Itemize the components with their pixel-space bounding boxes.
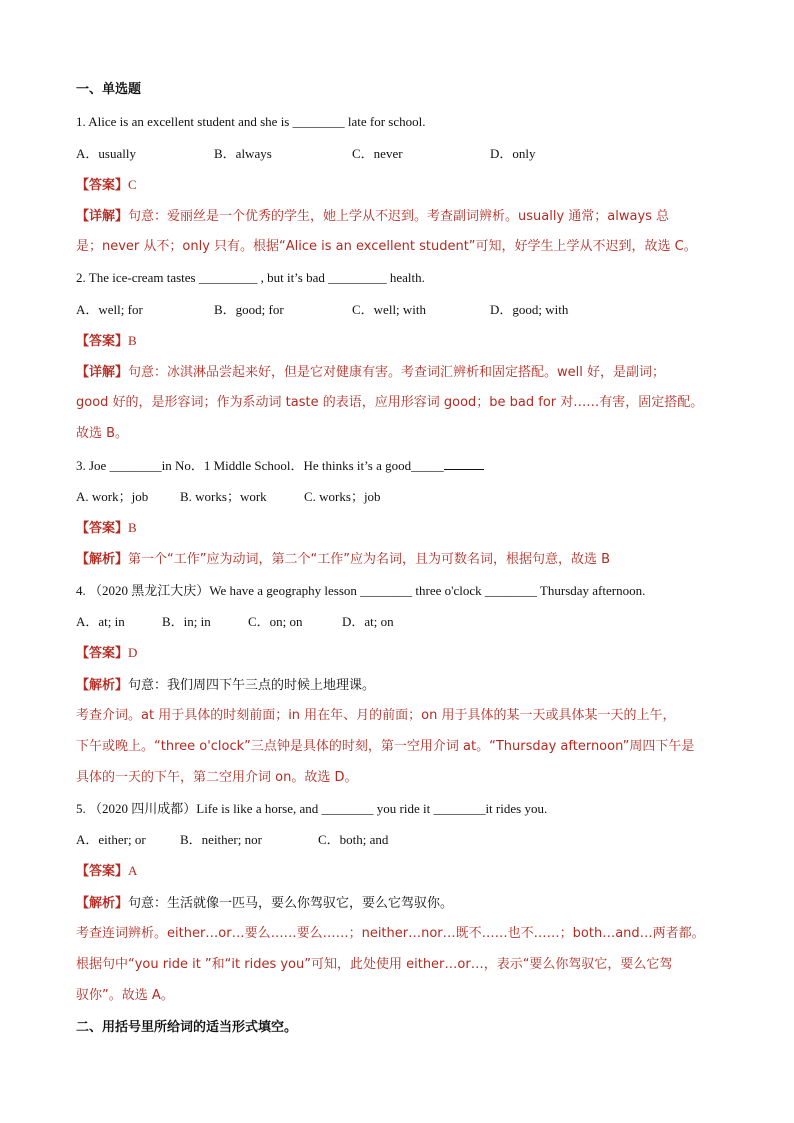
question-1-stem: 1. Alice is an excellent student and she is ________ late for school. <box>76 114 426 129</box>
explanation-tag: 【解析】 <box>76 678 129 693</box>
q2-option-b: B．good; for <box>214 302 284 317</box>
question-3-answer <box>76 518 718 539</box>
q1-option-a: A．usually <box>76 146 136 161</box>
explanation-text: 句意：冰淇淋品尝起来好，但是它对健康有害。考查词汇辨析和固定搭配。well 好，是副词； <box>128 365 666 380</box>
q5-option-b: B．neither; nor <box>180 832 262 847</box>
question-4-options <box>76 612 718 632</box>
question-4-explanation-line-2: 考查介词。at 用于具体的时刻前面；in 用在年、月的前面；on 用于具体的某一天或具体某一天的上午， <box>76 708 676 723</box>
answer-tag: 【答案】 <box>76 521 129 536</box>
q3-option-b: B. works；work <box>180 489 267 504</box>
answer-tag: 【答案】 <box>76 864 129 879</box>
q2-option-a: A．well; for <box>76 302 143 317</box>
question-5-explanation-line-3: 根据句中“you ride it ”和“it rides you”可知，此处使用 either…or…，表示“要么你驾驭它，要么它驾 <box>76 957 673 972</box>
question-1-explanation-line-2: 是；never 从不；only 只有。根据“Alice is an excellent student”可知，好学生上学从不迟到，故选 C。 <box>76 239 697 254</box>
question-5-explanation-line-2: 考查连词辨析。either…or…要么……要么……；neither…nor…既不……也不……；both…and…两者都。 <box>76 926 705 941</box>
question-5-answer <box>76 861 718 882</box>
explanation-text: 句意：生活就像一匹马，要么你驾驭它，要么它驾驭你。 <box>128 896 454 911</box>
q3-option-a: A. work；job <box>76 489 149 504</box>
section-1-title: 一、单选题 <box>76 82 142 97</box>
q5-option-a: A．either; or <box>76 832 146 847</box>
explanation-tag: 【详解】 <box>76 209 129 224</box>
question-4-explanation-line-4: 具体的一天的下午，第二空用介词 on。故选 D。 <box>76 770 358 785</box>
question-4-explanation <box>76 675 718 696</box>
question-5-explanation-line-4: 驭你”。故选 A。 <box>76 988 174 1003</box>
answer-value: A <box>128 863 138 878</box>
question-2-explanation-line-3: 故选 B。 <box>76 426 129 441</box>
q4-option-b: B．in; in <box>162 614 211 629</box>
question-4-explanation-line-3: 下午或晚上。“three o'clock”三点钟是具体的时刻，第一空用介词 at。“Thursday afternoon”周四下午是 <box>76 739 695 754</box>
answer-value: D <box>128 645 138 660</box>
answer-value: B <box>128 333 137 348</box>
question-4-stem: 4. （2020 黑龙江大庆）We have a geography lesson ________ three o'clock ________ Thursday afternoon. <box>76 583 646 598</box>
question-3-explanation <box>76 549 718 570</box>
q3-option-c: C. works；job <box>304 489 381 504</box>
answer-blank-line <box>444 457 484 470</box>
question-2-explanation-line-2: good 好的，是形容词；作为系动词 taste 的表语，应用形容词 good；be bad for 对……有害，固定搭配。 <box>76 395 704 410</box>
explanation-text: 句意：我们周四下午三点的时候上地理课。 <box>128 678 376 693</box>
answer-value: C <box>128 177 137 192</box>
question-3-options <box>76 487 718 507</box>
question-2-stem: 2. The ice-cream tastes _________ , but it’s bad _________ health. <box>76 270 425 285</box>
explanation-text: 句意：爱丽丝是一个优秀的学生，她上学从不迟到。考查副词辨析。usually 通常；always 总 <box>128 209 670 224</box>
question-5-explanation <box>76 893 718 914</box>
answer-tag: 【答案】 <box>76 334 129 349</box>
question-1-explanation <box>76 206 718 227</box>
q2-option-c: C．well; with <box>352 302 427 317</box>
question-1-options <box>76 144 718 164</box>
question-5-options <box>76 830 718 850</box>
question-2-answer <box>76 331 718 352</box>
q1-option-d: D．only <box>490 146 536 161</box>
q1-option-c: C．never <box>352 146 403 161</box>
q4-option-a: A．at; in <box>76 614 125 629</box>
explanation-tag: 【解析】 <box>76 552 129 567</box>
answer-tag: 【答案】 <box>76 178 129 193</box>
answer-tag: 【答案】 <box>76 646 129 661</box>
question-5-stem: 5. （2020 四川成都）Life is like a horse, and ________ you ride it ________it rides you. <box>76 801 548 816</box>
q2-option-d: D．good; with <box>490 302 569 317</box>
question-3-stem-text: 3. Joe ________in No．1 Middle School．He thinks it’s a good_____ <box>76 458 444 473</box>
q4-option-d: D．at; on <box>342 614 394 629</box>
q5-option-c: C．both; and <box>318 832 389 847</box>
question-2-options <box>76 300 718 320</box>
explanation-text: 第一个“工作”应为动词，第二个“工作”应为名词，且为可数名词，根据句意，故选 B <box>128 552 611 567</box>
question-2-explanation <box>76 362 718 383</box>
answer-value: B <box>128 520 137 535</box>
q1-option-b: B．always <box>214 146 272 161</box>
question-4-answer <box>76 643 718 664</box>
question-1-answer <box>76 175 718 196</box>
explanation-tag: 【详解】 <box>76 365 129 380</box>
q4-option-c: C．on; on <box>248 614 303 629</box>
section-2-title: 二、用括号里所给词的适当形式填空。 <box>76 1020 298 1035</box>
explanation-tag: 【解析】 <box>76 896 129 911</box>
question-3-stem <box>76 456 718 476</box>
